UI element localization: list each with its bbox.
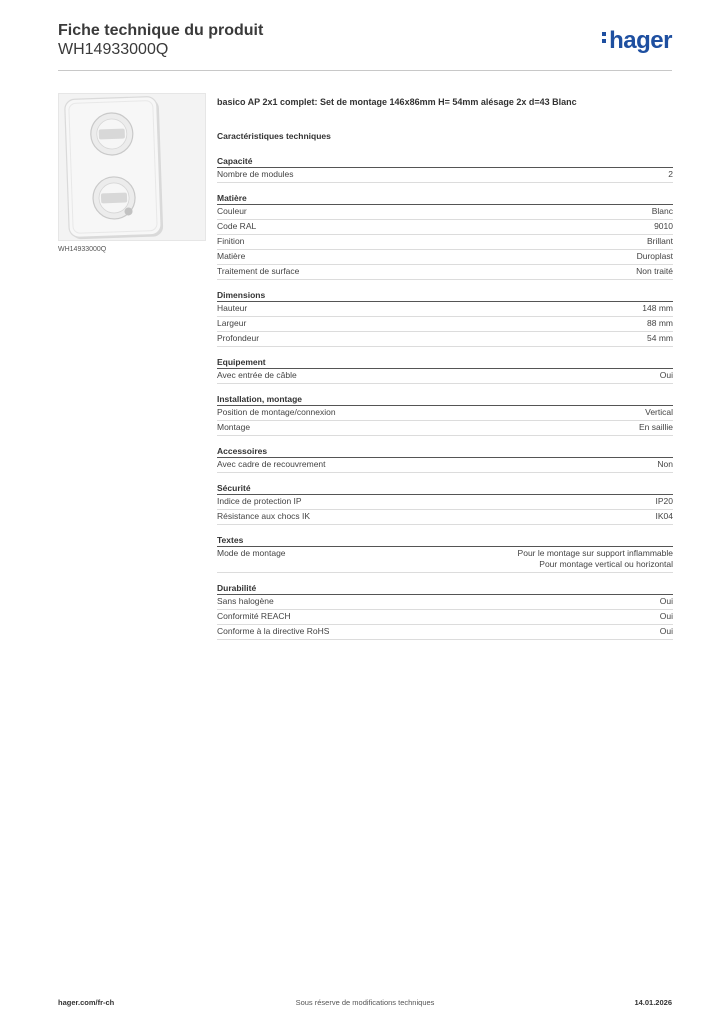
spec-value: Non traité [636, 266, 673, 276]
image-caption: WH14933000Q [58, 246, 107, 253]
spec-value: IP20 [655, 496, 673, 506]
spec-label: Code RAL [217, 221, 257, 231]
spec-row [217, 220, 673, 235]
spec-value: Oui [659, 626, 673, 636]
spec-row [217, 265, 673, 280]
spec-value: Oui [659, 370, 673, 380]
page-title: Fiche technique du produit [58, 22, 264, 39]
product-image [58, 93, 206, 241]
spec-row [217, 205, 673, 220]
group-title: Equipement [217, 356, 673, 369]
spec-row [217, 168, 673, 183]
spec-group [217, 482, 673, 525]
spec-group [217, 356, 673, 384]
spec-value: 9010 [654, 221, 673, 231]
group-title: Textes [217, 534, 673, 547]
spec-group [217, 445, 673, 473]
spec-row [217, 610, 673, 625]
spec-label: Couleur [217, 206, 247, 216]
spec-value: 88 mm [647, 318, 673, 328]
spec-content [217, 96, 673, 649]
footer-disclaimer: Sous réserve de modifications techniques [295, 998, 435, 1007]
footer-website-link[interactable]: hager.com/fr-ch [58, 998, 115, 1007]
spec-row [217, 421, 673, 436]
spec-value: 54 mm [647, 333, 673, 343]
product-code: WH14933000Q [58, 41, 169, 58]
spec-value: 148 mm [642, 303, 673, 313]
spec-label: Profondeur [217, 333, 260, 343]
logo-colon-icon [602, 29, 607, 46]
group-title: Durabilité [217, 582, 673, 595]
spec-value: 2 [668, 169, 673, 179]
spec-row [217, 369, 673, 384]
spec-row [217, 235, 673, 250]
spec-label: Hauteur [217, 303, 248, 313]
spec-group [217, 192, 673, 280]
spec-value-line: Pour le montage sur support inflammable [517, 548, 673, 558]
spec-label: Conforme à la directive RoHS [217, 626, 330, 636]
spec-group [217, 289, 673, 347]
spec-value-line: Pour montage vertical ou horizontal [539, 559, 673, 569]
spec-label: Matière [217, 251, 246, 261]
spec-label: Nombre de modules [217, 169, 294, 179]
spec-label: Conformité REACH [217, 611, 291, 621]
spec-label: Avec entrée de câble [217, 370, 297, 380]
spec-value: Duroplast [636, 251, 673, 261]
spec-label: Montage [217, 422, 251, 432]
spec-group [217, 393, 673, 436]
group-title: Matière [217, 192, 673, 205]
spec-value: Oui [659, 596, 673, 606]
spec-value: En saillie [638, 422, 673, 432]
page-header [58, 21, 672, 71]
hager-logo [602, 28, 672, 54]
spec-label: Traitement de surface [217, 266, 300, 276]
spec-label: Indice de protection IP [217, 496, 302, 506]
spec-value: Blanc [651, 206, 673, 216]
group-title: Accessoires [217, 445, 673, 458]
spec-label: Résistance aux chocs IK [217, 511, 311, 521]
spec-row [217, 332, 673, 347]
spec-row [217, 625, 673, 640]
spec-row [217, 495, 673, 510]
spec-group [217, 534, 673, 573]
spec-label: Position de montage/connexion [217, 407, 336, 417]
spec-row [217, 406, 673, 421]
spec-label: Largeur [217, 318, 247, 328]
spec-value: Oui [659, 611, 673, 621]
section-title: Caractéristiques techniques [217, 131, 331, 141]
group-title: Dimensions [217, 289, 673, 302]
group-title: Sécurité [217, 482, 673, 495]
spec-value: Non [657, 459, 673, 469]
spec-row [217, 317, 673, 332]
spec-value: Vertical [645, 407, 673, 417]
spec-row [217, 547, 673, 573]
spec-label: Avec cadre de recouvrement [217, 459, 326, 469]
spec-row [217, 510, 673, 525]
group-title: Capacité [217, 155, 673, 168]
spec-value: IK04 [655, 511, 673, 521]
spec-row [217, 250, 673, 265]
logo-text: hager [609, 27, 672, 54]
spec-label: Sans halogène [217, 596, 274, 606]
footer-date: 14.01.2026 [634, 998, 672, 1007]
spec-label: Mode de montage [217, 548, 286, 558]
product-description: basico AP 2x1 complet: Set de montage 146x86mm H= 54mm alésage 2x d=43 Blanc [217, 97, 577, 107]
spec-row [217, 302, 673, 317]
spec-row [217, 458, 673, 473]
spec-value-multiline [518, 548, 673, 570]
double-socket-box-icon [59, 94, 205, 240]
spec-value: Brillant [647, 236, 673, 246]
spec-group [217, 582, 673, 640]
spec-label: Finition [217, 236, 245, 246]
group-title: Installation, montage [217, 393, 673, 406]
spec-group [217, 155, 673, 183]
spec-row [217, 595, 673, 610]
